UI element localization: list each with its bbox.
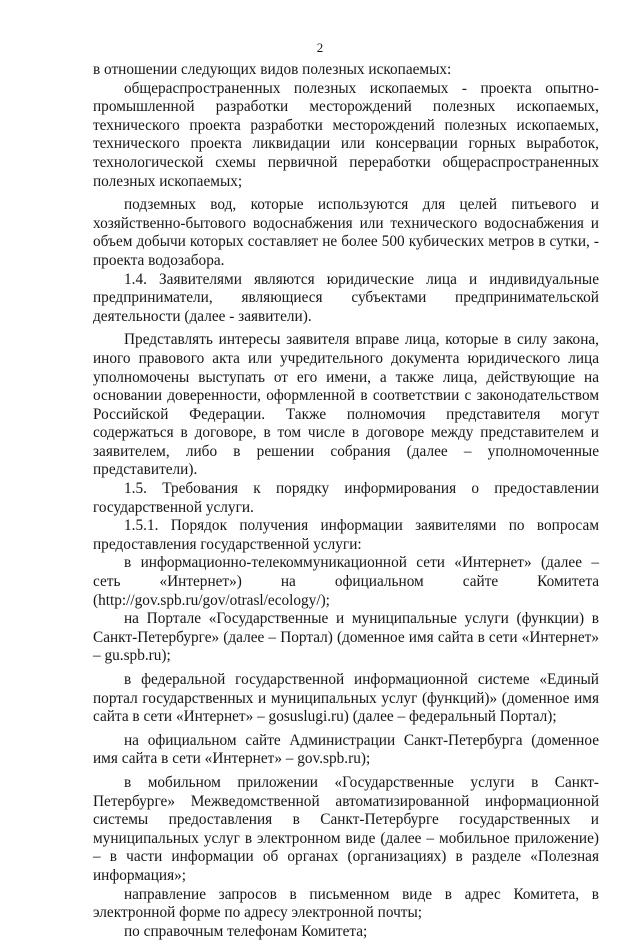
paragraph-applicants: 1.4. Заявителями являются юридические лица и индивидуальные предприниматели, являющиеся субъектами предпринимательской деятельности (далее - заявители). xyxy=(93,270,599,325)
list-item-portal: на Портале «Государственные и муниципальные услуги (функции) в Санкт-Петербурге» (далее – Портал) (доменное имя сайта в сети «Интернет» – gu.spb.ru); xyxy=(93,610,599,665)
list-item-mobile-app: в мобильном приложении «Государственные услуги в Санкт-Петербурге» Межведомственной автоматизированной информационной системы предоставления в Санкт-Петербурге государственных и муниципальных услуг в электронном виде (далее – мобильное приложение) – в части информации об органах (организациях) в разделе «Полезная информация»; xyxy=(93,773,599,884)
paragraph-intro: в отношении следующих видов полезных ископаемых: xyxy=(93,61,452,78)
list-item-written-requests: направление запросов в письменном виде в адрес Комитета, в электронной форме по адресу электронной почты; xyxy=(93,885,599,922)
list-item-committee-website: в информационно-телекоммуникационной сети «Интернет» (далее – сеть «Интернет») на официальном сайте Комитета (http://gov.spb.ru/gov/otrasl/ecology/); xyxy=(93,554,599,609)
paragraph-info-procedure: 1.5.1. Порядок получения информации заявителями по вопросам предоставления государственной услуги: xyxy=(93,517,599,553)
list-item-administration-website: на официальном сайте Администрации Санкт-Петербурга (доменное имя сайта в сети «Интернет» – gov.spb.ru); xyxy=(93,731,599,768)
list-item-phone: по справочным телефонам Комитета; xyxy=(124,922,368,940)
paragraph-common-minerals: общераспространенных полезных ископаемых - проекта опытно-промышленной разработки месторождений полезных ископаемых, технического проекта разработки месторождений полезных ископаемых, технического проекта ликвидации или консервации горных выработок, технологической схемы первичной переработки общераспространенных полезных ископаемых; xyxy=(93,79,599,190)
paragraph-groundwater: подземных вод, которые используются для целей питьевого и хозяйственно-бытового водоснабжения или технического водоснабжения и объем добычи которых составляет не более 500 кубических метров в сутки, - проекта водозабора. xyxy=(93,196,599,269)
paragraph-representatives: Представлять интересы заявителя вправе лица, которые в силу закона, иного правового акта или учредительного документа юридического лица уполномочены выступать от его имени, а также лица, действующие на основании доверенности, оформленной в соответствии с законодательством Российской Федерации. Также полномочия представителя могут содержаться в договоре, в том числе в договоре между представителем и заявителем, либо в решении собрания (далее – уполномоченные представители). xyxy=(93,331,599,479)
document-body xyxy=(93,61,599,941)
list-item-federal-portal: в федеральной государственной информационной системе «Единый портал государственных и муниципальных услуг (функций)» (доменное имя сайта в сети «Интернет» – gosuslugi.ru) (далее – федеральный Портал); xyxy=(93,671,599,726)
page-number: 2 xyxy=(316,40,324,55)
paragraph-informing-requirements: 1.5. Требования к порядку информирования о предоставлении государственной услуги. xyxy=(93,480,599,516)
